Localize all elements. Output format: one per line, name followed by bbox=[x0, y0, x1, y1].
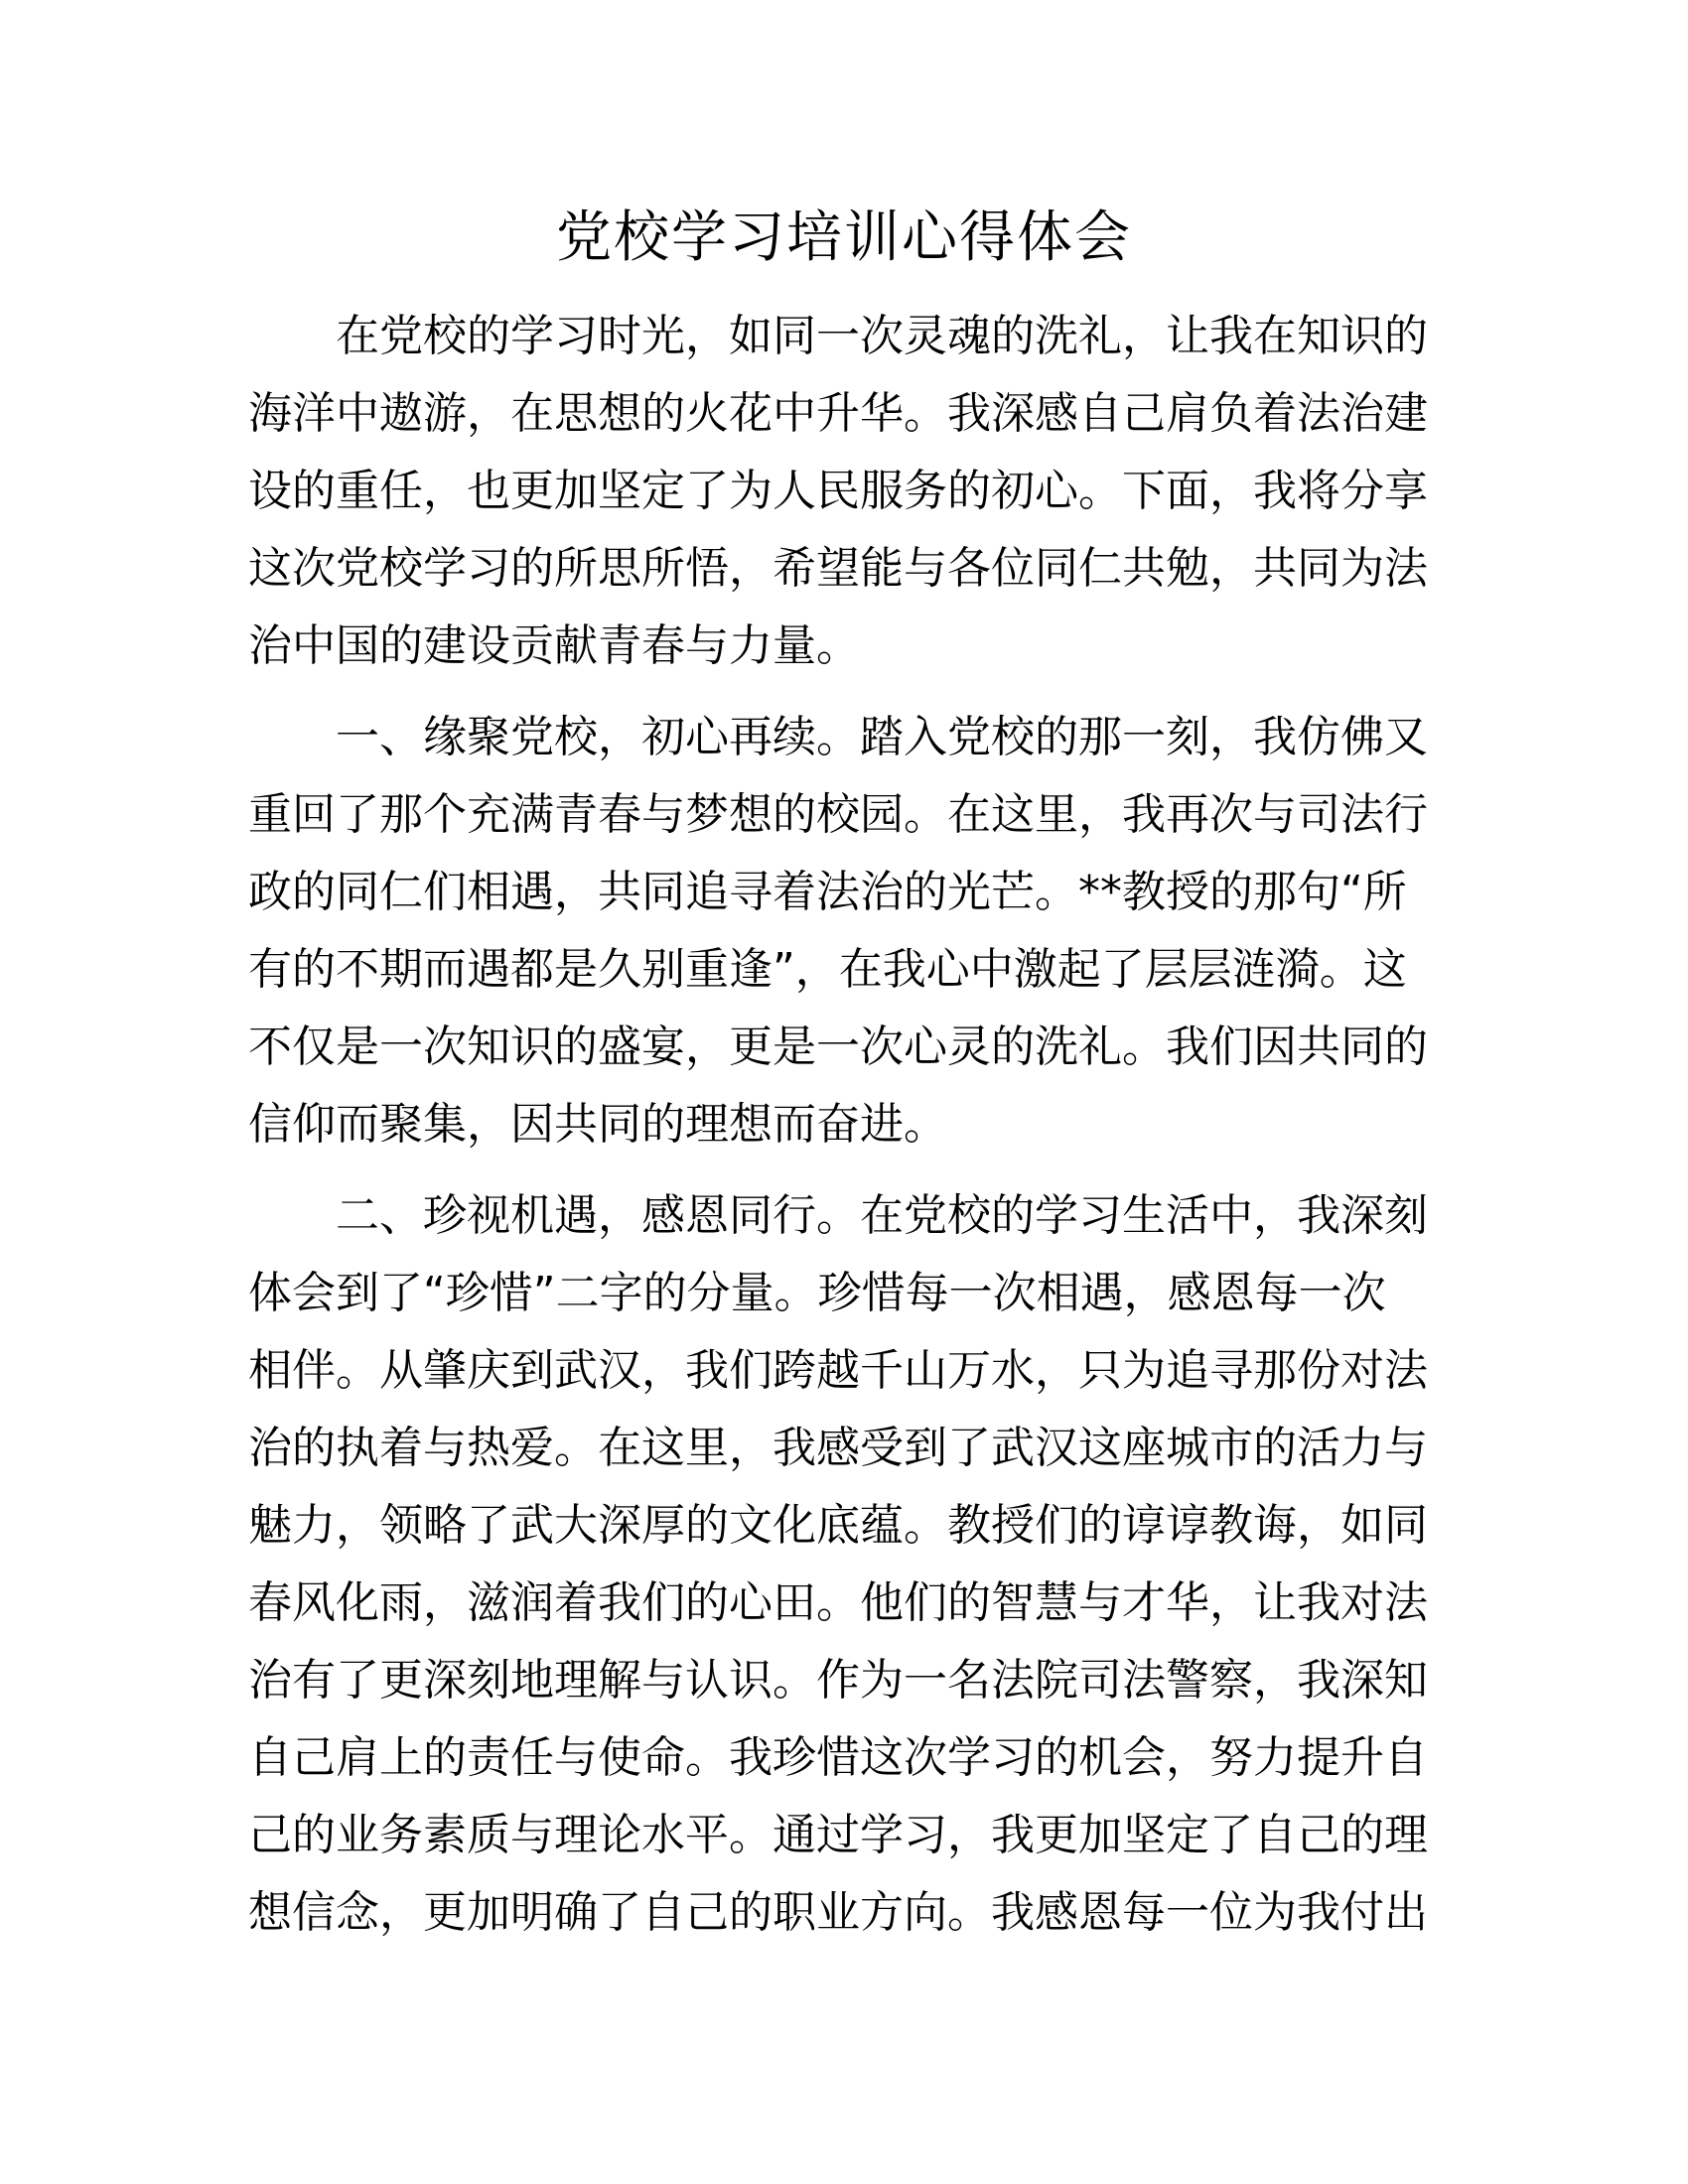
text-line: 信仰而聚集，因共同的理想而奋进。 bbox=[248, 1099, 947, 1150]
text-line: 魅力，领略了武大深厚的文化底蕴。教授们的谆谆教诲，如同 bbox=[248, 1500, 1428, 1551]
paragraph-section-1 bbox=[248, 699, 1440, 1163]
paragraph-section-2 bbox=[248, 1177, 1440, 1952]
text-line: 治有了更深刻地理解与认识。作为一名法院司法警察，我深知 bbox=[248, 1655, 1428, 1706]
section-heading-line: 一、缘聚党校，初心再续。踏入党校的那一刻，我仿佛又 bbox=[336, 712, 1428, 762]
text-line: 这次党校学习的所思所悟，希望能与各位同仁共勉，共同为法 bbox=[248, 543, 1428, 594]
text-line: 重回了那个充满青春与梦想的校园。在这里，我再次与司法行 bbox=[248, 789, 1428, 840]
text-line: 己的业务素质与理论水平。通过学习，我更加坚定了自己的理 bbox=[248, 1810, 1428, 1860]
text-line: 自己肩上的责任与使命。我珍惜这次学习的机会，努力提升自 bbox=[248, 1732, 1428, 1783]
section-heading-line: 二、珍视机遇，感恩同行。在党校的学习生活中，我深刻 bbox=[336, 1190, 1428, 1241]
text-line: 在党校的学习时光，如同一次灵魂的洗礼，让我在知识的 bbox=[336, 311, 1428, 361]
text-line: 不仅是一次知识的盛宴，更是一次心灵的洗礼。我们因共同的 bbox=[248, 1022, 1428, 1072]
document-title: 党校学习培训心得体会 bbox=[556, 205, 1132, 270]
text-line: 政的同仁们相遇，共同追寻着法治的光芒。**教授的那句“所 bbox=[248, 867, 1407, 917]
paragraph-intro bbox=[248, 298, 1440, 685]
text-line: 治中国的建设贡献青春与力量。 bbox=[248, 620, 860, 671]
text-line: 治的执着与热爱。在这里，我感受到了武汉这座城市的活力与 bbox=[248, 1423, 1428, 1473]
text-line: 相伴。从肇庆到武汉，我们跨越千山万水，只为追寻那份对法 bbox=[248, 1345, 1428, 1396]
document-body bbox=[248, 298, 1440, 1966]
text-line: 有的不期而遇都是久别重逢”，在我心中激起了层层涟漪。这 bbox=[248, 944, 1407, 995]
text-line: 体会到了“珍惜”二字的分量。珍惜每一次相遇，感恩每一次 bbox=[248, 1268, 1386, 1318]
text-line: 设的重任，也更加坚定了为人民服务的初心。下面，我将分享 bbox=[248, 466, 1428, 516]
text-line: 想信念，更加明确了自己的职业方向。我感恩每一位为我付出 bbox=[248, 1887, 1428, 1938]
text-line: 春风化雨，滋润着我们的心田。他们的智慧与才华，让我对法 bbox=[248, 1577, 1428, 1628]
text-line: 海洋中遨游，在思想的火花中升华。我深感自己肩负着法治建 bbox=[248, 388, 1428, 439]
